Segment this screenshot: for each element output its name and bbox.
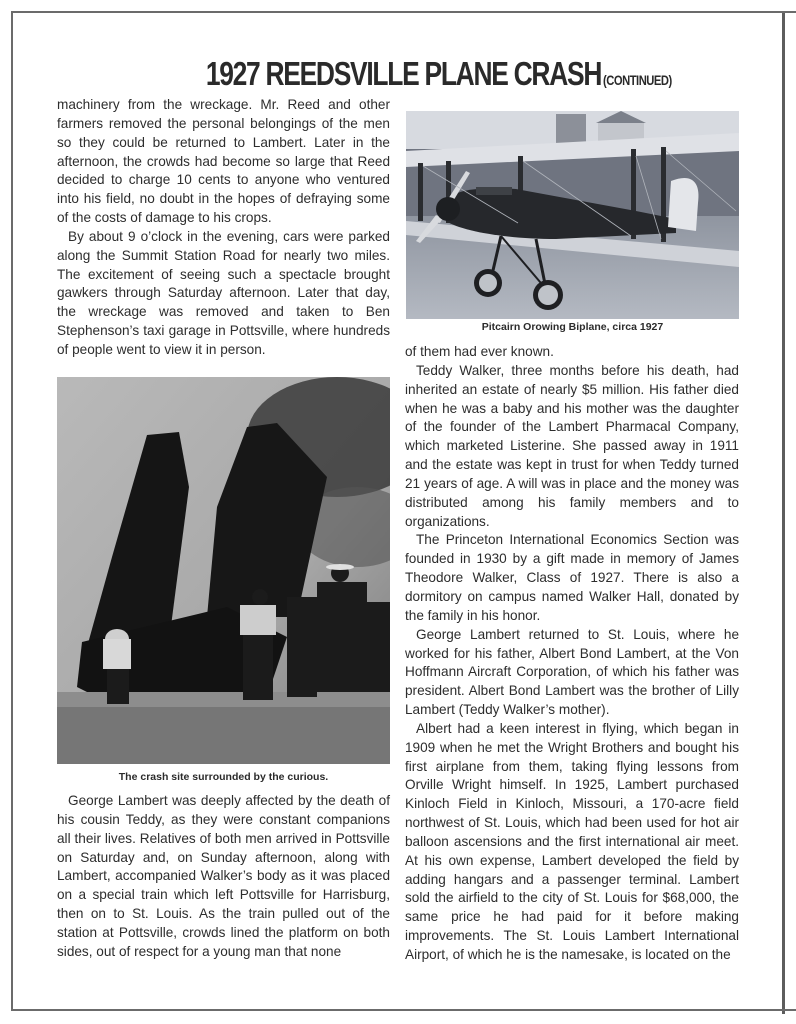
paragraph: The Princeton International Economics Section was founded in 1930 by a gift made in memory of James Theodore Walker, Class of 1927. There is also a dormitory on campus named Walker Hall, donated by the family in his honor. xyxy=(405,532,739,623)
gutter-rule-bottom-tick xyxy=(782,1009,796,1011)
article-title xyxy=(0,55,796,93)
page-gutter-rule xyxy=(782,11,785,1014)
gutter-rule-top-tick xyxy=(782,11,796,13)
paragraph: George Lambert was deeply affected by the death of his cousin Teddy, as they were constant companions all their lives. Relatives of both men arrived in Pottsville on Saturday and, on Sunday afternoon, along with Lambert, accompanied Walker’s body as it was placed on a special train which left Pottsville for Harrisburg, then on to St. Louis. As the train pulled out of the station at Pottsville, crowds lined the platform on both sides, out of respect for a young man that none xyxy=(57,793,390,959)
paragraph: By about 9 o’clock in the evening, cars were parked along the Summit Station Road for nearly two miles. The excitement of seeing such a spectacle brought gawkers through Saturday afternoon. Later that day, the wreckage was removed and taken to Ben Stephenson’s taxi garage in Pottsville, where hundreds of people went to view it in person. xyxy=(57,228,390,357)
left-column-top-text xyxy=(57,96,390,360)
article-title-main: 1927 REEDSVILLE PLANE CRASH xyxy=(206,55,602,92)
left-column-bottom-text xyxy=(57,792,390,962)
paragraph: Teddy Walker, three months before his death, had inherited an estate of nearly $5 million. His father died when he was a baby and his mother was the daughter of the founder of the Lambert Pharmacal Company, which marketed Listerine. She passed away in 1911 and the estate was kept in trust for when Teddy turned 21 years of age. A will was in place and the money was distributed among his family members and to organizations. xyxy=(405,362,739,529)
paragraph: George Lambert returned to St. Louis, where he worked for his father, Albert Bond Lambert, at the Von Hoffmann Aircraft Corporation, of which his father was president. Albert Bond Lambert was the brother of Lilly Lambert (Teddy Walker’s mother). xyxy=(405,626,739,718)
paragraph: machinery from the wreckage. Mr. Reed and other farmers removed the personal belongings of the men so they could be returned to Lambert. Later in the afternoon, the crowds had become so large that Reed decided to charge 10 cents to anyone who ventured into his field, no doubt in the hopes of defraying some of the costs of damage to his crops. xyxy=(57,97,390,226)
crash-site-photo-caption: The crash site surrounded by the curious. xyxy=(118,771,329,783)
crash-site-photo xyxy=(57,377,390,764)
right-column-text xyxy=(405,343,739,965)
biplane-photo-caption: Pitcairn Orowing Biplane, circa 1927 xyxy=(481,321,664,333)
article-title-continued: (CONTINUED) xyxy=(602,72,672,88)
paragraph: of them had ever known. xyxy=(405,344,554,359)
biplane-photo xyxy=(406,111,739,319)
crash-site-image-icon xyxy=(57,377,390,764)
biplane-image-icon xyxy=(406,111,739,319)
paragraph: Albert had a keen interest in flying, which began in 1909 when he met the Wright Brothers and bought his first airplane from them, taking flying lessons from Orville Wright himself. In 1925, Lambert purchased Kinloch Field in Kinloch, Missouri, a 170-acre field northwest of St. Louis, which had been used for hot air balloon ascensions and the first international air meet. At his own expense, Lambert developed the field by adding hangars and a passenger terminal. Lambert sold the airfield to the city of St. Louis for $68,000, the same price he had paid for it before making improvements. The St. Louis Lambert International Airport, of which he is the namesake, is located on the xyxy=(405,720,739,962)
